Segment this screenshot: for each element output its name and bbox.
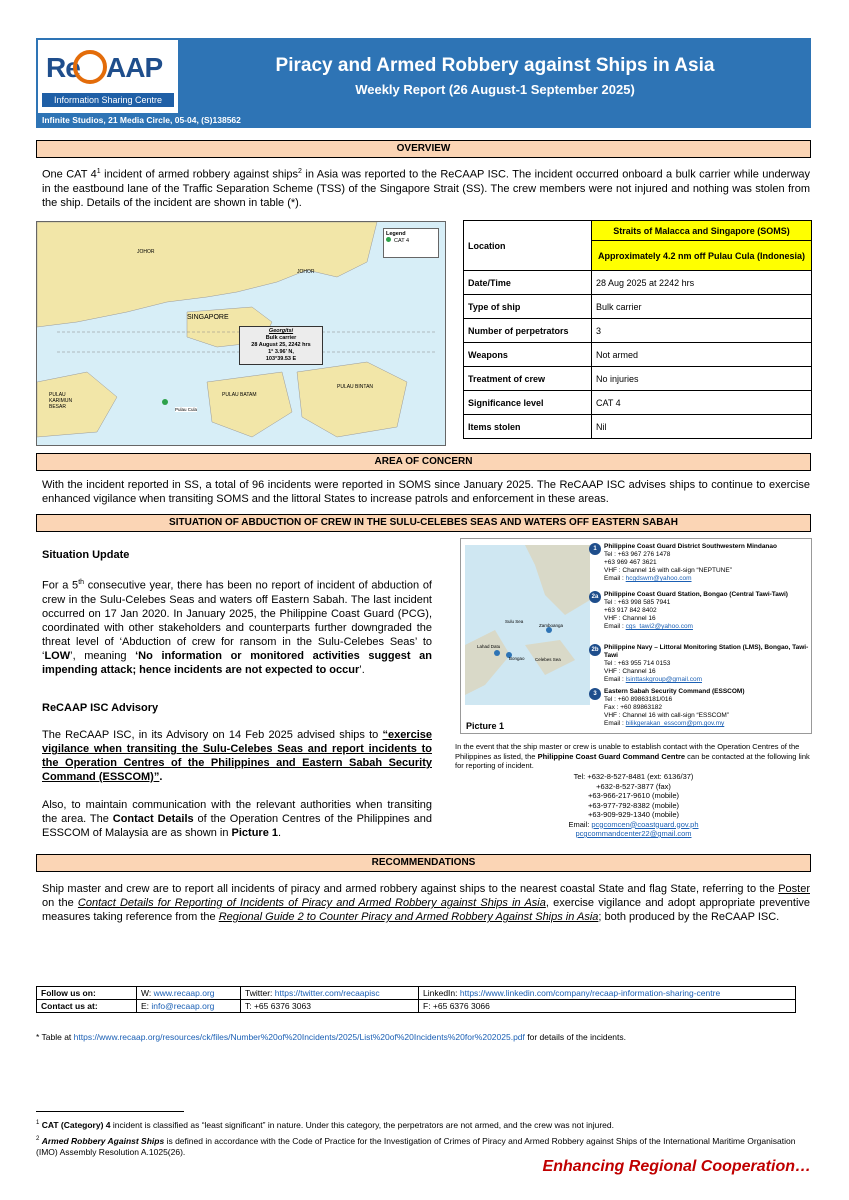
email-link[interactable]: bilikgerakan_esscom@pm.gov.my xyxy=(625,720,725,727)
table-row xyxy=(464,221,812,241)
incident-map xyxy=(36,221,446,446)
table-value: Bulk carrier xyxy=(592,295,812,319)
situation-update-text: For a 5th consecutive year, there has been no report of incident of abduction of crew in the Sulu-Celebes Seas and waters off Eastern Sabah. The last incident occurred on 17 Jan 2020. In January 2025, the Philippine Coast Guard (PCG), coordinated with other stakeholders and counterparts further downgraded the threat level of ‘Abduction of crew for ransom in the Sulu-Celebes Seas’ to ‘LOW’, meaning ‘No information or monitored activities suggest an impending attack; hence incidents are not expected to occur’. xyxy=(42,579,432,676)
email-link[interactable]: info@recaap.org xyxy=(151,1001,215,1011)
twitter-cell: Twitter: https://twitter.com/recaapisc xyxy=(241,987,419,1000)
overview-text: One CAT $4^1$ incident of armed robbery against ships$^2$ in Asia was reported to the ReCAAP ISC. The incident occurred onboard a bulk carrier while underway in the eastbound lane of the Traffic Separation Scheme (TSS) of the Singapore Strait (SS). The crew members were not injured and nothing was stolen from the ship. Details of the incident are shown in table (*). xyxy=(42,168,810,209)
situation-update-title: Situation Update xyxy=(42,549,130,561)
regional-guide-link[interactable]: Regional Guide 2 to Counter Piracy and Armed Robbery Against Ships in Asia xyxy=(218,911,599,923)
abduction-heading: SITUATION OF ABDUCTION OF CREW IN THE SULU-CELEBES SEAS AND WATERS OFF EASTERN SABAH xyxy=(36,514,811,532)
badge-2a: 2a xyxy=(589,591,601,603)
map-label-sulu-sea: Sulu Sea xyxy=(505,619,524,624)
table-label: Number of perpetrators xyxy=(464,319,592,343)
table-value: CAT 4 xyxy=(592,391,812,415)
contact-details-poster-link[interactable]: Contact Details for Reporting of Incidents of Piracy and Armed Robbery against Ships in Asia xyxy=(77,897,546,909)
phone-cell: T: +65 6376 3063 xyxy=(241,1000,419,1013)
picture-1 xyxy=(460,538,812,734)
email-link[interactable]: pcgcomcen@coastguard.gov.ph xyxy=(591,819,699,829)
sulu-celebes-map xyxy=(465,545,590,705)
incident-marker-icon xyxy=(162,399,168,405)
map-label-johor: JOHOR xyxy=(137,249,155,255)
email-link[interactable]: pcgcommandcenter22@gmail.com xyxy=(575,829,692,838)
table-value: 3 xyxy=(592,319,812,343)
logo-text-aap: AAP xyxy=(106,52,163,83)
table-value: Nil xyxy=(592,415,812,439)
table-label: Type of ship xyxy=(464,295,592,319)
contact-esscom: Eastern Sabah Security Command (ESSCOM) Tel : +60 89863181/016 Fax : +60 89863182 VHF : Channel 16 with call-sign “ESSCOM” Email : bilikgerakan_esscom@pm.gov.my xyxy=(604,688,745,727)
badge-1: 1 xyxy=(589,543,601,555)
pcg-command-centre-note: In the event that the ship master or crew is unable to establish contact with the Operation Centres of the Philippines as listed, the Philippine Coast Guard Command Centre can be contacted at the following link for reporting of incident. xyxy=(455,742,810,770)
email-link[interactable]: hcgdswm@yahoo.com xyxy=(625,575,692,582)
incident-details-table xyxy=(463,220,812,439)
advisory-text: The ReCAAP ISC, in its Advisory on 14 Feb 2025 advised ships to “exercise vigilance when transiting the Sulu-Celebes Seas and report incidents to the Operation Centres of the Philippines and Eastern Sabah Security Command (ESSCOM)”. xyxy=(42,729,432,783)
table-row xyxy=(464,367,812,391)
map-label-zamboanga: Zamboanga xyxy=(539,623,564,628)
contact-philippine-navy: Philippine Navy – Littoral Monitoring Station (LMS), Bongao, Tawi-Tawi Tel : +63 955 714 0153 VHF : Channel 16 Email : lsinttaskgroup@gmail.com xyxy=(604,644,809,683)
logo-subtitle: Information Sharing Centre xyxy=(42,93,174,107)
contact-table xyxy=(36,986,796,1013)
picture-1-caption: Picture 1 xyxy=(466,721,505,731)
website-link[interactable]: www.recaap.org xyxy=(153,988,215,998)
map-label-batam: PULAU BATAM xyxy=(222,392,257,398)
fax-cell: F: +65 6376 3066 xyxy=(419,1000,796,1013)
area-of-concern-text: With the incident reported in SS, a total of 96 incidents were reported in SOMS since January 2025. The ReCAAP ISC advises ships to continue to exercise enhanced vigilance when transiting SOMS and the littoral States to increase patrols and enforcement in these areas. xyxy=(42,479,810,505)
incident-list-link[interactable]: https://www.recaap.org/resources/ck/files/Number%20of%20Incidents/2025/List%20of%20Incidents%20for%202025.pdf xyxy=(73,1032,525,1042)
report-title: Piracy and Armed Robbery against Ships in Asia xyxy=(275,55,715,76)
map-label-lahad-datu: Lahad Datu xyxy=(477,644,501,649)
table-row xyxy=(37,987,796,1000)
table-row xyxy=(464,391,812,415)
table-value: Straits of Malacca and Singapore (SOMS) xyxy=(592,221,812,241)
table-row xyxy=(37,1000,796,1013)
table-row xyxy=(464,343,812,367)
contact-pcg-bongao: Philippine Coast Guard Station, Bongao (Central Tawi-Tawi) Tel : +63 998 585 7941 +63 917 842 8402 VHF : Channel 16 Email : cgs_tawi2@yahoo.com xyxy=(604,591,788,630)
map-label-karimun: PULAU KARIMUN BESAR xyxy=(49,392,73,410)
recommendations-text: Ship master and crew are to report all incidents of piracy and armed robbery against ships to the nearest coastal State and flag State, referring to the Poster on the Contact Details for Reporting of Incidents of Piracy and Armed Robbery against Ships in Asia, exercise vigilance and adopt appropriate preventive measures taking reference from the Regional Guide 2 to Counter Piracy and Armed Robbery Against Ships in Asia; both produced by the ReCAAP ISC. xyxy=(42,883,811,923)
table-row xyxy=(464,415,812,439)
recommendations-heading: RECOMMENDATIONS xyxy=(36,854,811,872)
map-label-bongao: Bongao xyxy=(509,656,525,661)
map-label-johor-east: JOHOR xyxy=(297,269,315,275)
contact-details-text: Also, to maintain communication with the relevant authorities when transiting the area. The Contact Details of the Operation Centres of the Philippines and ESSCOM of Malaysia are as shown in Picture 1. xyxy=(42,799,433,839)
map-label-pulau-cula: Pulau Cula xyxy=(175,407,198,412)
table-label: Treatment of crew xyxy=(464,367,592,391)
contact-us-label: Contact us at: xyxy=(37,1000,137,1013)
overview-heading: OVERVIEW xyxy=(36,140,811,158)
website-cell: W: www.recaap.org xyxy=(137,987,241,1000)
linkedin-cell: LinkedIn: https://www.linkedin.com/company/recaap-information-sharing-centre xyxy=(419,987,796,1000)
table-label: Date/Time xyxy=(464,271,592,295)
address: Infinite Studios, 21 Media Circle, 05-04, (S)138562 xyxy=(42,115,241,125)
table-value: Not armed xyxy=(592,343,812,367)
footnote-2: $^2$ Armed Robbery Against Ships is defined in accordance with the Code of Practice for the Investigation of Crimes of Piracy and Armed Robbery against Ships of the International Maritime Organisation (IMO) Assembly Resolution A.1025(26). xyxy=(36,1135,796,1157)
email-link[interactable]: lsinttaskgroup@gmail.com xyxy=(625,676,702,683)
incident-callout: Georgitsi Bulk carrier 28 August 25, 2242 hrs 1° 3.96' N, 103°39.53 E xyxy=(239,326,323,365)
table-value: Approximately 4.2 nm off Pulau Cula (Indonesia) xyxy=(592,241,812,271)
footnote-divider xyxy=(36,1111,184,1112)
badge-3: 3 xyxy=(589,688,601,700)
twitter-link[interactable]: https://twitter.com/recaapisc xyxy=(274,988,380,998)
map-label-celebes-sea: Celebes Sea xyxy=(535,657,561,662)
contact-pcg-sw-mindanao: Philippine Coast Guard District Southwestern Mindanao Tel : +63 967 276 1478 +63 969 467 3621 VHF : Channel 16 with call-sign “NEPTUNE” Email : hcgdswm@yahoo.com xyxy=(604,543,777,582)
map-legend: Legend CAT 4 xyxy=(383,228,439,258)
footnote-1: $^1$ CAT (Category) 4 incident is classified as “least significant” in nature. Under this category, the perpetrators are not armed, and the crew was not injured. xyxy=(36,1119,614,1130)
map-label-singapore: SINGAPORE xyxy=(187,314,229,321)
table-value: 28 Aug 2025 at 2242 hrs xyxy=(592,271,812,295)
email-cell: E: info@recaap.org xyxy=(137,1000,241,1013)
table-label: Weapons xyxy=(464,343,592,367)
table-row xyxy=(464,295,812,319)
table-row xyxy=(464,271,812,295)
logo-circle-icon xyxy=(73,50,107,84)
table-label: Items stolen xyxy=(464,415,592,439)
badge-2b: 2b xyxy=(589,644,601,656)
table-value: No injuries xyxy=(592,367,812,391)
follow-us-label: Follow us on: xyxy=(37,987,137,1000)
pcg-phone-list: Tel: +632-8-527-8481 (ext: 6136/37) +632-8-527-3877 (fax) +63-966-217-9610 (mobile) +63-977-792-8382 (mobile) +63-909-929-1340 (mobile) Email: pcgcomcen@coastguard.gov.ph pcgcommandcenter22@gmail.com xyxy=(568,772,699,838)
map-label-bintan: PULAU BINTAN xyxy=(337,384,374,390)
email-link[interactable]: cgs_tawi2@yahoo.com xyxy=(625,623,693,630)
logo-text-re: Re xyxy=(46,52,80,83)
table-label: Significance level xyxy=(464,391,592,415)
table-note: * Table at https://www.recaap.org/resources/ck/files/Number%20of%20Incidents/2025/List%20of%20Incidents%20for%202025.pdf for details of the incidents. xyxy=(36,1032,627,1042)
table-row xyxy=(464,319,812,343)
poster-link[interactable]: Poster xyxy=(778,883,810,895)
tagline: Enhancing Regional Cooperation… xyxy=(542,1158,811,1175)
linkedin-link[interactable]: https://www.linkedin.com/company/recaap-information-sharing-centre xyxy=(459,988,721,998)
table-label: Location xyxy=(464,221,592,271)
area-of-concern-heading: AREA OF CONCERN xyxy=(36,453,811,471)
report-subtitle: Weekly Report (26 August-1 September 2025) xyxy=(355,82,635,97)
advisory-title: ReCAAP ISC Advisory xyxy=(42,702,159,714)
